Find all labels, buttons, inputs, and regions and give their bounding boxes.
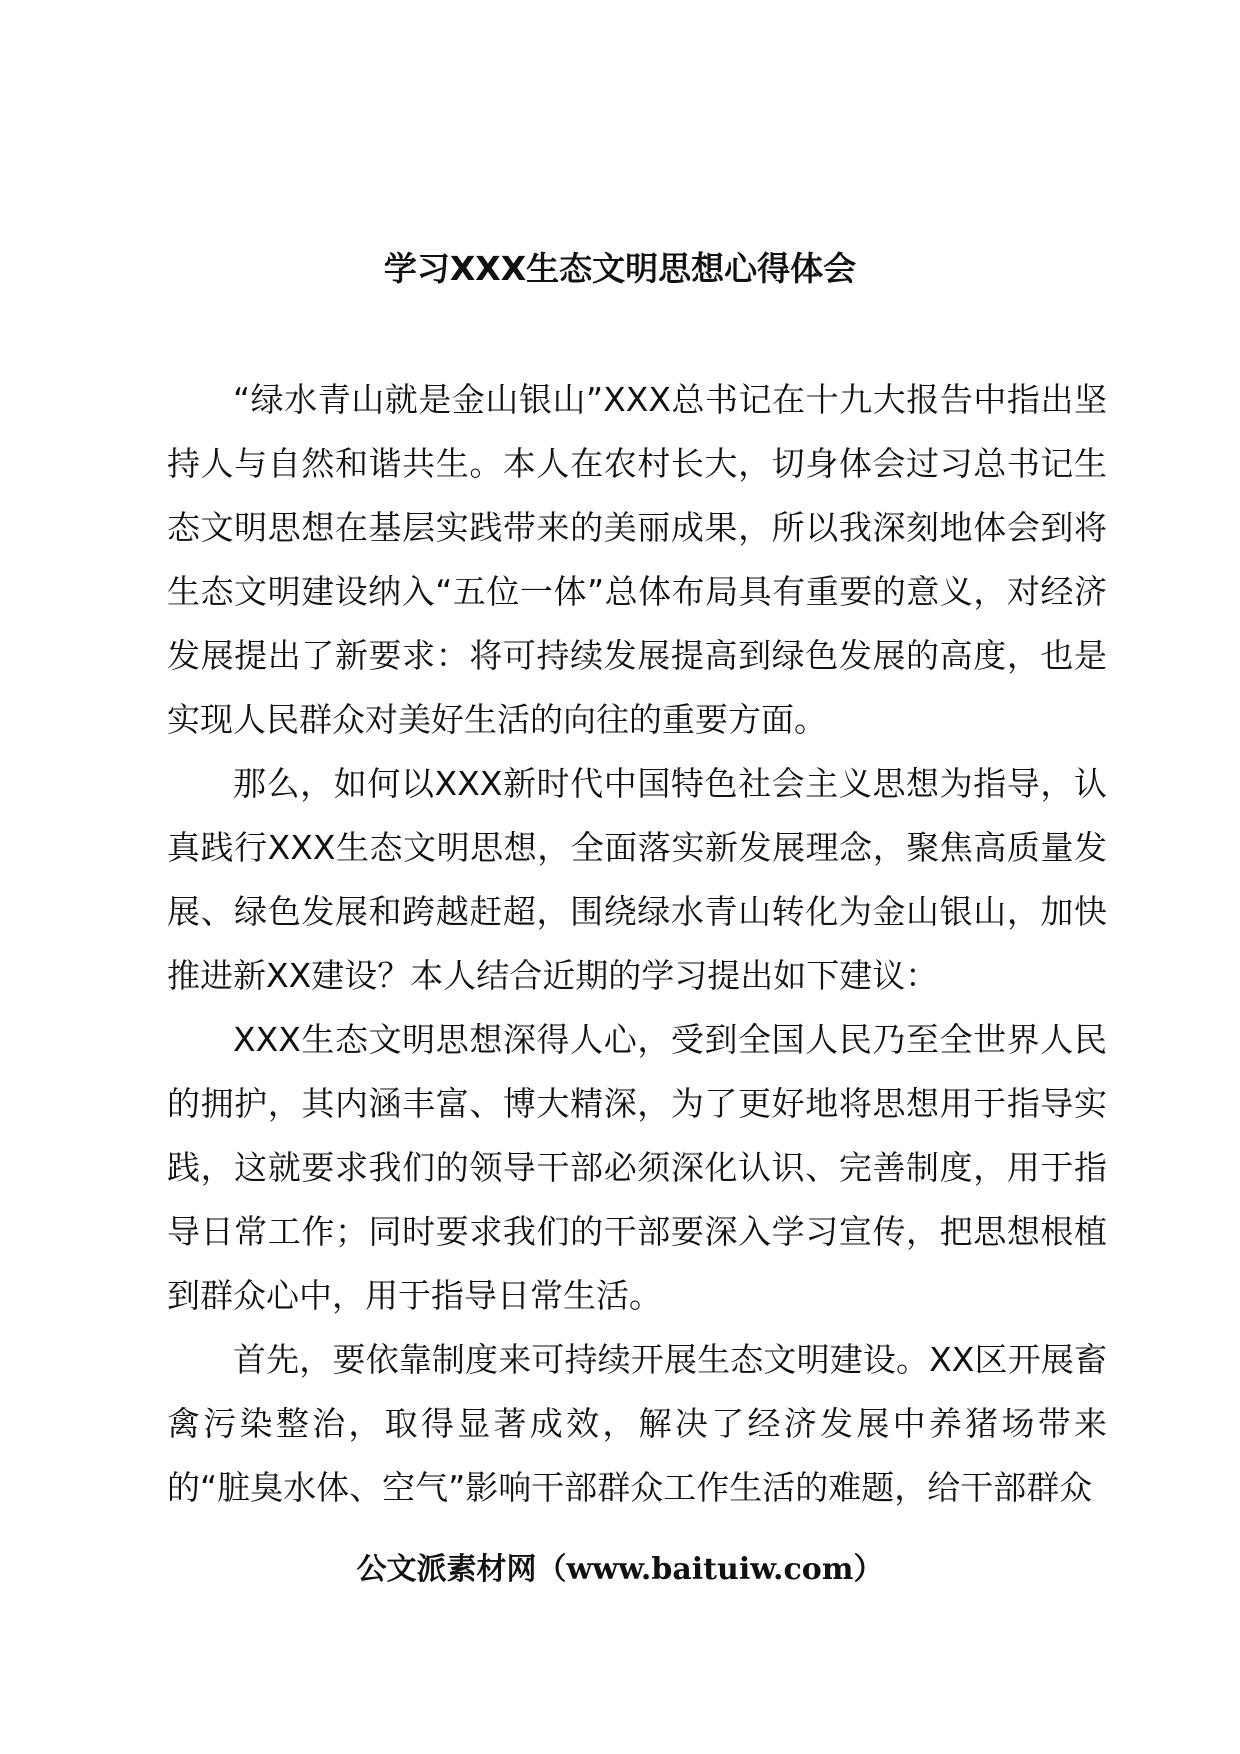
document-title: 学习XXX生态文明思想心得体会 [383, 249, 857, 288]
page-footer: 公文派素材网（www.baituiw.com） [356, 1552, 884, 1587]
document-body [167, 368, 1107, 1520]
paragraph-4: 首先，要依靠制度来可持续开展生态文明建设。XX区开展畜禽污染整治，取得显著成效，解决了经济发展中养猪场带来的“脏臭水体、空气”影响干部群众工作生活的难题，给干部群众 [167, 1340, 1107, 1507]
paragraph-1: “绿水青山就是金山银山”XXX总书记在十九大报告中指出坚持人与自然和谐共生。本人在农村长大，切身体会过习总书记生态文明思想在基层实践带来的美丽成果，所以我深刻地体会到将生态文明建设纳入“五位一体”总体布局具有重要的意义，对经济发展提出了新要求：将可持续发展提高到绿色发展的高度，也是实现人民群众对美好生活的向往的重要方面。 [167, 380, 1107, 739]
paragraph-2: 那么，如何以XXX新时代中国特色社会主义思想为指导，认真践行XXX生态文明思想，全面落实新发展理念，聚焦高质量发展、绿色发展和跨越赶超，围绕绿水青山转化为金山银山，加快推进新XX建设？本人结合近期的学习提出如下建议： [167, 764, 1107, 995]
paragraph-3: XXX生态文明思想深得人心，受到全国人民乃至全世界人民的拥护，其内涵丰富、博大精深，为了更好地将思想用于指导实践，这就要求我们的领导干部必须深化认识、完善制度，用于指导日常工作；同时要求我们的干部要深入学习宣传，把思想根植到群众心中，用于指导日常生活。 [167, 1020, 1107, 1315]
